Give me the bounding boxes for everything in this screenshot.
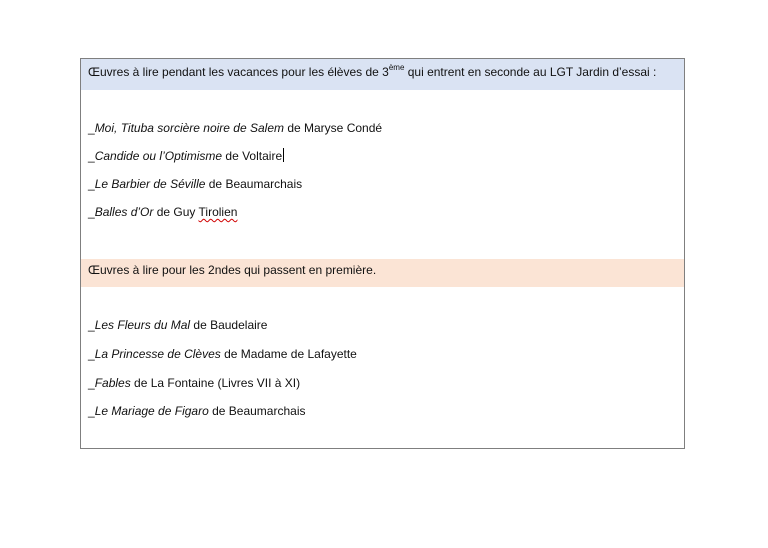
book-title: Le Barbier de Séville xyxy=(94,177,206,191)
book-title: Balles d’Or xyxy=(94,205,154,219)
reading-list-box xyxy=(80,58,685,449)
book-title: Moi, Tituba sorcière noire de Salem xyxy=(94,121,284,135)
item-dash: _ xyxy=(88,347,95,361)
item-dash: _ xyxy=(88,121,95,135)
book-author: de Beaumarchais xyxy=(208,404,306,418)
list-item xyxy=(88,148,284,164)
item-dash: _ xyxy=(88,149,95,163)
list-item xyxy=(88,120,382,136)
book-author: de Madame de Lafayette xyxy=(220,347,357,361)
book-title: Le Mariage de Figaro xyxy=(94,404,209,418)
heading-superscript: ème xyxy=(388,63,405,72)
book-author: de Maryse Condé xyxy=(284,121,383,135)
section-heading-seconde xyxy=(81,59,684,90)
list-item xyxy=(88,317,267,333)
book-author: de Beaumarchais xyxy=(205,177,303,191)
item-dash: _ xyxy=(88,205,95,219)
list-item xyxy=(88,375,300,391)
heading-text-end: qui entrent en seconde au LGT Jardin d’essai : xyxy=(404,65,657,79)
heading-text: Œuvres à lire pendant les vacances pour les élèves de 3 xyxy=(88,65,389,79)
book-author: de Guy xyxy=(153,205,199,219)
book-title: Candide ou l’Optimisme xyxy=(94,149,223,163)
text-cursor xyxy=(283,148,284,162)
list-item xyxy=(88,204,237,220)
book-title: Fables xyxy=(94,376,131,390)
book-author: de La Fontaine (Livres VII à XI) xyxy=(130,376,301,390)
book-title: La Princesse de Clèves xyxy=(94,347,221,361)
list-item xyxy=(88,403,306,419)
spellcheck-flagged-word[interactable]: Tirolien xyxy=(198,205,238,219)
item-dash: _ xyxy=(88,177,95,191)
list-item xyxy=(88,176,302,192)
item-dash: _ xyxy=(88,318,95,332)
item-dash: _ xyxy=(88,404,95,418)
book-author: de Voltaire xyxy=(222,149,283,163)
heading-text: Œuvres à lire pour les 2ndes qui passent en première. xyxy=(88,263,377,277)
book-title: Les Fleurs du Mal xyxy=(94,318,191,332)
item-dash: _ xyxy=(88,376,95,390)
book-author: de Baudelaire xyxy=(190,318,268,332)
list-item xyxy=(88,346,357,362)
section-heading-premiere xyxy=(81,259,684,287)
